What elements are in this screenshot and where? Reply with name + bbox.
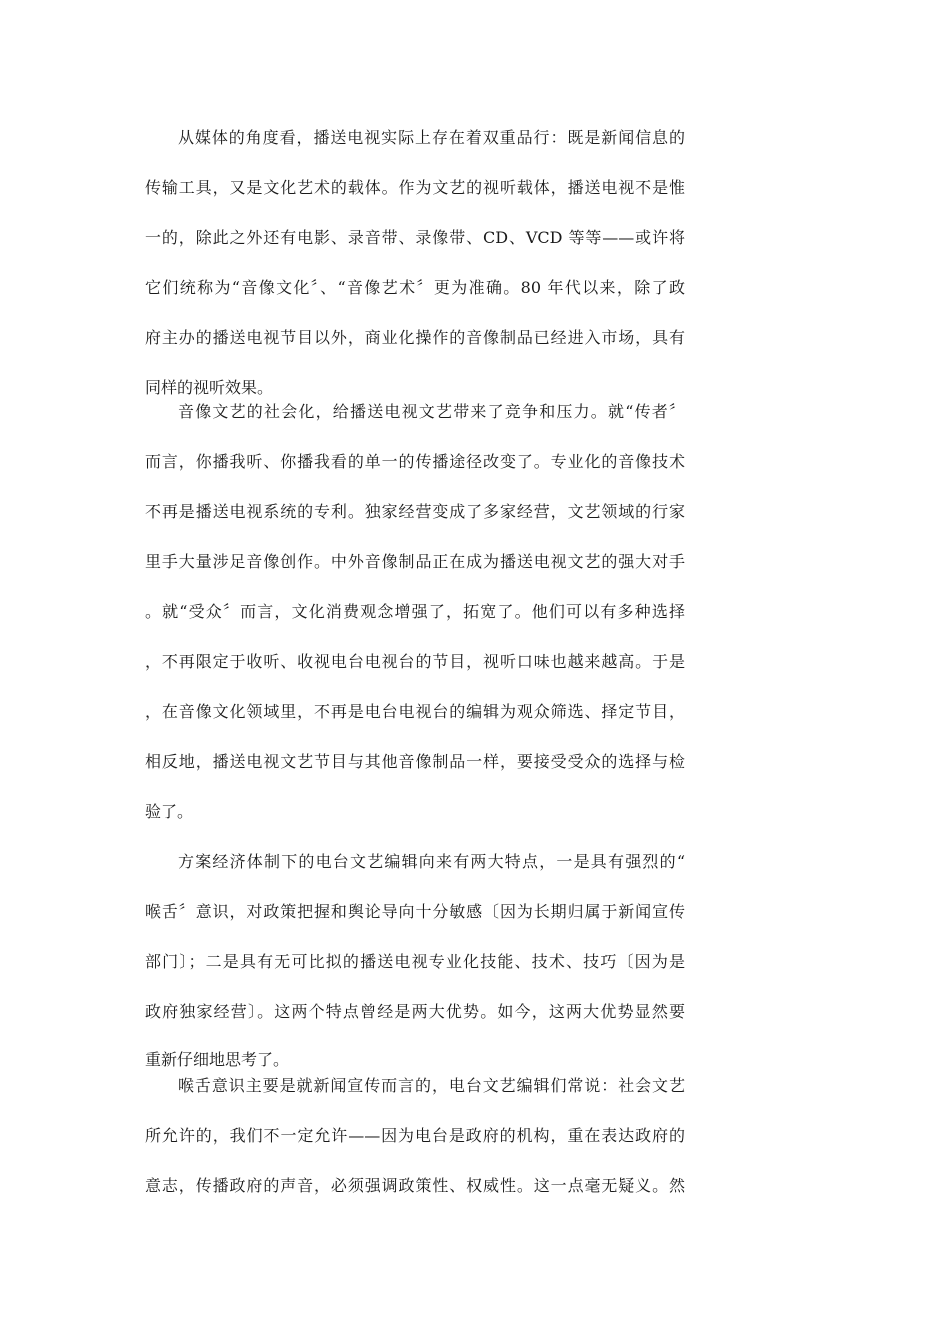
text-line: 里手大量涉足音像创作。中外音像制品正在成为播送电视文艺的强大对手 [145,552,685,571]
text-line: 部门〕；二是具有无可比拟的播送电视专业化技能、技术、技巧〔因为是 [145,952,685,971]
text-line: 所允许的，我们不一定允许——因为电台是政府的机构，重在表达政府的 [145,1126,685,1145]
text-line: 重新仔细地思考了。 [145,1050,290,1069]
text-line: 它们统称为“音像文化〞、“音像艺术〞更为准确。80 年代以来，除了政 [145,278,685,297]
text-line: 传输工具，又是文化艺术的载体。作为文艺的视听载体，播送电视不是惟 [145,178,685,197]
text-line: 不再是播送电视系统的专利。独家经营变成了多家经营，文艺领域的行家 [145,502,685,521]
text-line: 而言，你播我听、你播我看的单一的传播途径改变了。专业化的音像技术 [145,452,685,471]
text-line: 府主办的播送电视节目以外，商业化操作的音像制品已经进入市场，具有 [145,328,685,347]
text-line: ，在音像文化领域里，不再是电台电视台的编辑为观众筛选、择定节目， [145,702,685,721]
text-line: 政府独家经营〕。这两个特点曾经是两大优势。如今，这两大优势显然要 [145,1002,685,1021]
text-line: 音像文艺的社会化，给播送电视文艺带来了竞争和压力。就“传者〞 [178,402,685,421]
text-line: 同样的视听效果。 [145,378,274,397]
text-line: 方案经济体制下的电台文艺编辑向来有两大特点，一是具有强烈的“ [178,852,685,871]
text-line: 一的，除此之外还有电影、录音带、录像带、CD、VCD 等等——或许将 [145,228,685,247]
text-line: 喉舌〞意识，对政策把握和舆论导向十分敏感〔因为长期归属于新闻宣传 [145,902,685,921]
text-line: ，不再限定于收听、收视电台电视台的节目，视听口味也越来越高。于是 [145,652,685,671]
text-line: 相反地，播送电视文艺节目与其他音像制品一样，要接受受众的选择与检 [145,752,685,771]
text-line: 从媒体的角度看，播送电视实际上存在着双重品行：既是新闻信息的 [178,128,685,147]
text-line: 验了。 [145,802,194,821]
text-line: 意志，传播政府的声音，必须强调政策性、权威性。这一点毫无疑义。然 [145,1176,685,1195]
text-line: 。就“受众〞而言，文化消费观念增强了，拓宽了。他们可以有多种选择 [145,602,685,621]
text-line: 喉舌意识主要是就新闻宣传而言的，电台文艺编辑们常说：社会文艺 [178,1076,685,1095]
